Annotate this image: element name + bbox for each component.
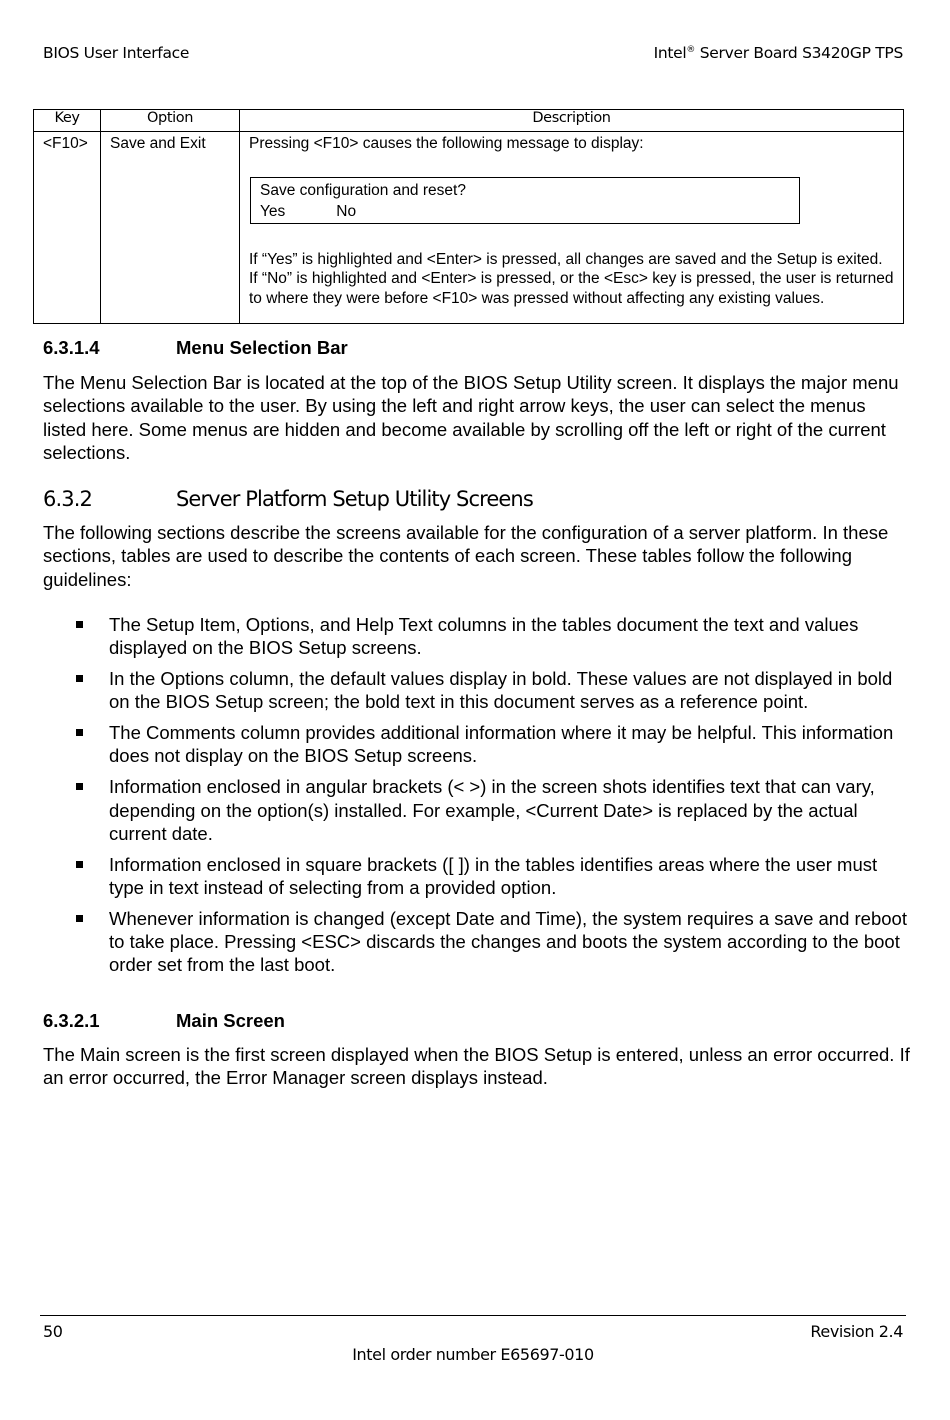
list-item — [43, 721, 913, 768]
brand-name: Intel — [653, 44, 687, 62]
page-number: 50 — [43, 1322, 63, 1341]
heading-main-screen — [43, 1010, 285, 1032]
list-item-text: Information enclosed in angular brackets (< >) in the screen shots identifies text that can vary, depending on the option(s) installed. For example, <Current Date> is replaced by the actual current date. — [109, 776, 875, 844]
table-row — [34, 132, 904, 324]
paragraph-menu-selection-bar: The Menu Selection Bar is located at the top of the BIOS Setup Utility screen. It displays the major menu selections available to the user. By using the left and right arrow keys, the user can select the menus listed here. Some menus are hidden and become available by scrolling off the left or right of the current selections. — [43, 372, 899, 463]
description-intro: Pressing <F10> causes the following message to display: — [249, 135, 644, 152]
paragraph-main-screen: The Main screen is the first screen displayed when the BIOS Setup is entered, unless an error occurred. If an error occurred, the Error Manager screen displays instead. — [43, 1044, 910, 1089]
list-item — [43, 853, 913, 900]
heading-server-platform-setup — [43, 487, 533, 511]
list-item-text: The Setup Item, Options, and Help Text columns in the tables document the text and values displayed on the BIOS Setup screens. — [109, 614, 859, 659]
bullet-icon — [76, 621, 83, 628]
dialog-yes: Yes — [260, 203, 286, 220]
column-header-description: Description — [240, 110, 904, 132]
bullet-icon — [76, 729, 83, 736]
section-title: Server Platform Setup Utility Screens — [176, 487, 533, 511]
section-number: 6.3.2 — [43, 487, 92, 511]
cell-option: Save and Exit — [101, 132, 240, 324]
running-header-left: BIOS User Interface — [43, 44, 190, 62]
list-item-text: Whenever information is changed (except Date and Time), the system requires a save and reboot to take place. Pressing <ESC> discards the changes and boots the system according to the boot order set from the last boot. — [109, 907, 907, 976]
dialog-message: Save configuration and reset? — [260, 182, 466, 199]
board-name: Server Board S3420GP TPS — [695, 44, 903, 62]
running-header-right — [654, 44, 903, 62]
section-title: Main Screen — [176, 1010, 285, 1031]
section-number: 6.3.2.1 — [43, 1010, 100, 1031]
list-item-text: Information enclosed in square brackets ([ ]) in the tables identifies areas where the user must type in text instead of selecting from a provided option. — [109, 853, 878, 898]
paragraph-server-platform-setup: The following sections describe the screens available for the configuration of a server platform. In these sections, tables are used to describe the contents of each screen. These tables follow the following guidelines: — [43, 522, 889, 590]
dialog-options — [260, 201, 790, 222]
list-item-text: The Comments column provides additional information where it may be helpful. This information does not display on the BIOS Setup screens. — [109, 722, 894, 767]
heading-menu-selection-bar — [43, 337, 348, 359]
description-detail: If “Yes” is highlighted and <Enter> is pressed, all changes are saved and the Setup is exited. If “No” is highlighted and <Enter> is pressed, or the <Esc> key is pressed, the user is returned to where they were before <F10> was pressed without affecting any existing values. — [249, 251, 894, 307]
footer-divider — [40, 1315, 906, 1316]
order-number: Intel order number E65697-010 — [352, 1345, 594, 1364]
dialog-no: No — [336, 203, 357, 220]
list-item — [43, 613, 913, 660]
list-item — [43, 907, 913, 977]
cell-description — [240, 132, 904, 324]
revision-label: Revision 2.4 — [810, 1322, 903, 1341]
registered-mark: ® — [686, 45, 696, 55]
list-item — [43, 775, 913, 845]
bullet-icon — [76, 861, 83, 868]
section-title: Menu Selection Bar — [176, 337, 348, 358]
section-number: 6.3.1.4 — [43, 337, 100, 358]
list-item-text: In the Options column, the default values display in bold. These values are not displayed in bold on the BIOS Setup screen; the bold text in this document serves as a reference point. — [109, 668, 893, 713]
list-item — [43, 667, 913, 714]
column-header-option: Option — [101, 110, 240, 132]
dialog-box — [250, 177, 800, 224]
column-header-key: Key — [34, 110, 101, 132]
bullet-icon — [76, 675, 83, 682]
bullet-icon — [76, 783, 83, 790]
bullet-icon — [76, 915, 83, 922]
key-table — [33, 109, 904, 324]
guideline-list — [43, 613, 913, 984]
table-header-row — [34, 110, 904, 132]
cell-key: <F10> — [34, 132, 101, 324]
